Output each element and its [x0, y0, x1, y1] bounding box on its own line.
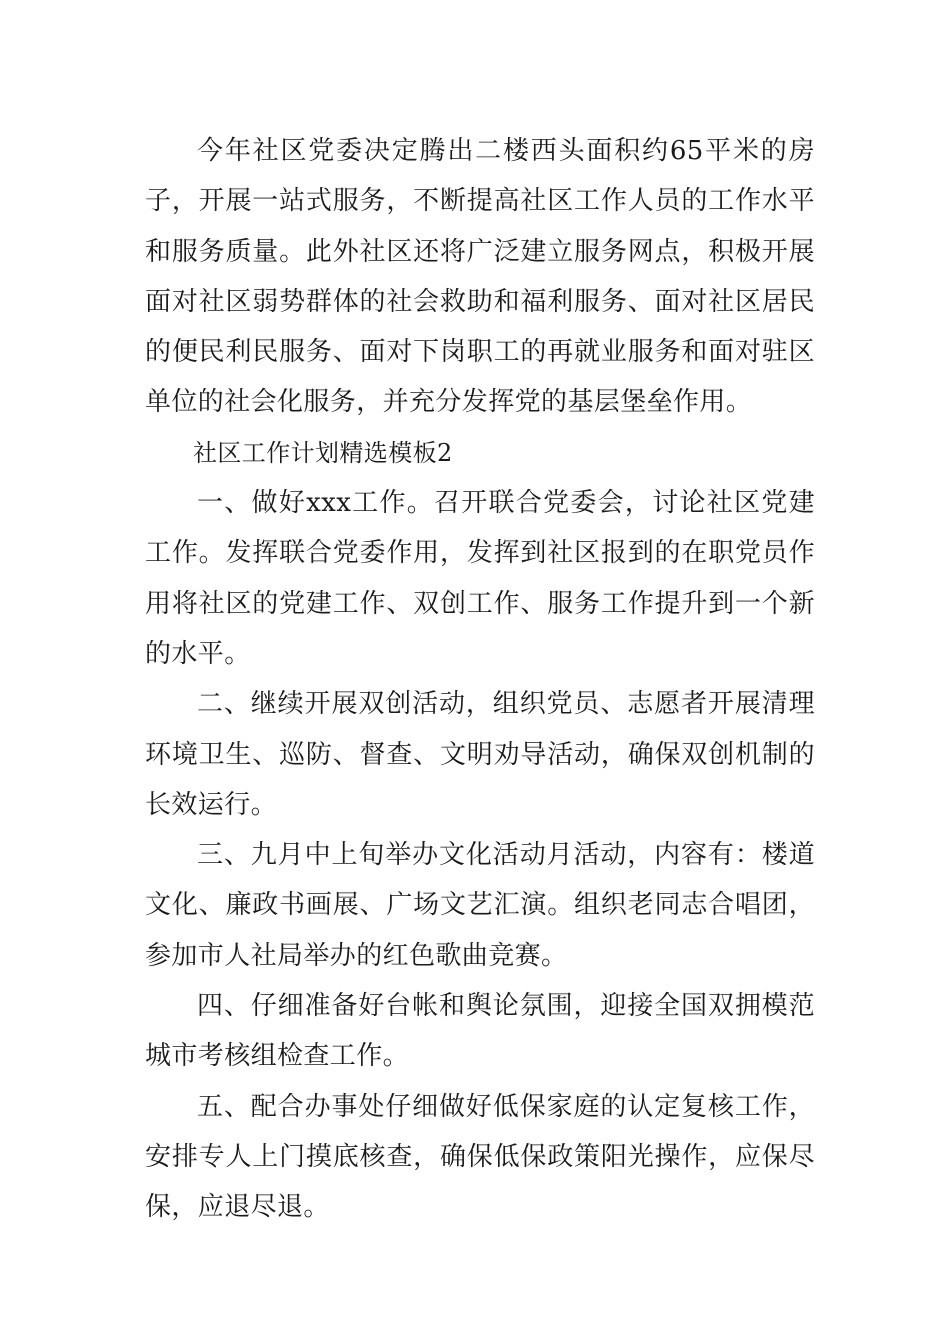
paragraph-item-5: 五、配合办事处仔细做好低保家庭的认定复核工作，安排专人上门摸底核查，确保低保政策阳光操作，应保尽保，应退尽退。 — [145, 1091, 815, 1223]
paragraph-item-2: 二、继续开展双创活动，组织党员、志愿者开展清理环境卫生、巡防、督查、文明劝导活动，确保双创机制的长效运行。 — [145, 689, 815, 820]
paragraph-item-4: 四、仔细准备好台帐和舆论氛围，迎接全国双拥模范城市考核组检查工作。 — [145, 991, 815, 1072]
paragraph-item-1: 一、做好xxx工作。召开联合党委会，讨论社区党建工作。发挥联合党委作用，发挥到社区报到的在职党员作用将社区的党建工作、双创工作、服务工作提升到一个新的水平。 — [145, 488, 815, 669]
paragraph-service-center: 今年社区党委决定腾出二楼西头面积约65平米的房子，开展一站式服务，不断提高社区工作人员的工作水平和服务质量。此外社区还将广泛建立服务网点，积极开展面对社区弱势群体的社会救助和福利服务、面对社区居民的便民利民服务、面对下岗职工的再就业服务和面对驻区单位的社会化服务，并充分发挥党的基层堡垒作用。 — [145, 136, 815, 418]
section-heading: 社区工作计划精选模板2 — [193, 438, 453, 467]
paragraph-item-3: 三、九月中上旬举办文化活动月活动，内容有：楼道文化、廉政书画展、广场文艺汇演。组织老同志合唱团，参加市人社局举办的红色歌曲竞赛。 — [145, 840, 815, 971]
document-body — [145, 126, 815, 1233]
